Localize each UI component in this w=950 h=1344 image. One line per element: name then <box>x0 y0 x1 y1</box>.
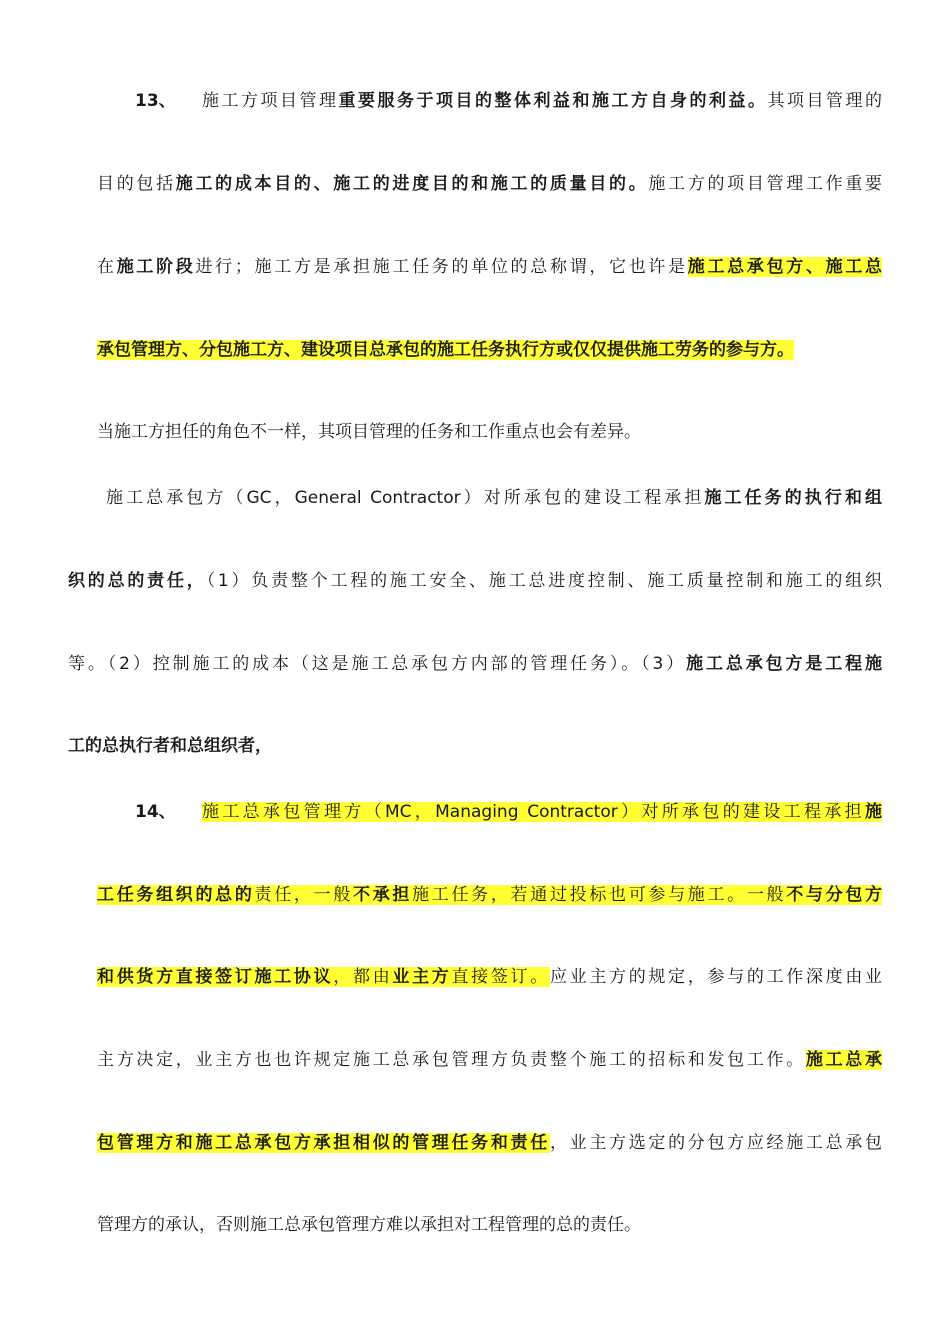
text-run: 进行；施工方是承担施工任务的单位的总称谓，它也许是 <box>195 257 688 277</box>
bold-run: 施工总承包方是工程施 <box>686 654 882 674</box>
text-run: 施工总承包方（GC，General Contractor）对所承包的建设工程承担 <box>106 488 705 508</box>
text-run: 在 <box>97 257 117 277</box>
bold-run: 工的总执行者和总组织者， <box>68 736 272 756</box>
text-run: 施工方项目管理 <box>202 91 339 111</box>
gc-line-1 <box>106 485 882 511</box>
item-14-line-3 <box>97 964 882 990</box>
item-13-line-4 <box>97 337 794 363</box>
text-run: 主方决定，业主方也也许规定施工总承包管理方负责整个施工的招标和发包工作。 <box>97 1050 806 1070</box>
gc-line-3 <box>68 651 882 677</box>
item-14-line-1 <box>202 799 882 825</box>
item-13-line-3 <box>97 254 882 280</box>
item-14-number: 14、 <box>135 802 176 822</box>
highlighted-run: ，都由 <box>333 967 393 987</box>
highlighted-bold-run: 工任务组织的总的 <box>97 885 255 905</box>
item-13-line-1 <box>202 88 882 114</box>
text-run: 其项目管理的 <box>767 91 882 111</box>
highlighted-run: 施工任务，若通过投标也可参与施工。一般 <box>412 885 787 905</box>
text-run: 应业主方的规定，参与的工作深度由业 <box>549 967 883 987</box>
item-13-line-5 <box>97 419 641 445</box>
text-run: 当施工方担任的角色不一样，其项目管理的任务和工作重点也会有差异。 <box>97 422 641 442</box>
item-14-line-5 <box>97 1130 882 1156</box>
highlighted-bold-run: 包管理方和施工总承包方承担相似的管理任务和责任 <box>97 1133 550 1153</box>
highlighted-bold-run: 施工总承 <box>805 1050 882 1070</box>
bold-run: 织的总的责任， <box>68 571 207 591</box>
highlighted-bold-run: 不承担 <box>353 885 413 905</box>
item-14-line-6 <box>97 1212 641 1238</box>
item-14-line-2 <box>97 882 882 908</box>
bold-run: 施工的成本目的、施工的进度目的和施工的质量目的。 <box>175 174 649 194</box>
highlighted-run: 责任，一般 <box>254 885 354 905</box>
bold-run: 施工任务的执行和组 <box>704 488 883 508</box>
text-run: （1）负责整个工程的施工安全、施工总进度控制、施工质量控制和施工的组织 <box>206 571 882 591</box>
highlighted-bold-run: 施 <box>865 802 882 822</box>
text-run: 目的包括 <box>97 174 176 194</box>
highlighted-run: 直接签订。 <box>451 967 550 987</box>
highlighted-bold-run: 和供货方直接签订施工协议 <box>97 967 334 987</box>
bold-run: 施工阶段 <box>116 257 196 277</box>
highlighted-bold-run: 施工总承包方、施工总 <box>687 257 883 277</box>
text-run: ，业主方选定的分包方应经施工总承包 <box>549 1133 883 1153</box>
gc-line-2 <box>68 568 882 594</box>
highlighted-bold-run: 业主方 <box>392 967 452 987</box>
gc-line-4 <box>68 733 272 759</box>
highlighted-run: 施工总承包管理方（MC，Managing Contractor）对所承包的建设工程承担 <box>202 802 865 822</box>
text-run: 管理方的承认，否则施工总承包管理方难以承担对工程管理的总的责任。 <box>97 1215 641 1235</box>
highlighted-bold-run: 不与分包方 <box>786 885 883 905</box>
item-13-number: 13、 <box>135 91 176 111</box>
item-14-line-4 <box>97 1047 882 1073</box>
text-run: 等。（2）控制施工的成本（这是施工总承包方内部的管理任务）。（3） <box>68 654 687 674</box>
item-13-line-2 <box>97 171 882 197</box>
highlighted-bold-run: 承包管理方、分包施工方、建设项目总承包的施工任务执行方或仅仅提供施工劳务的参与方。 <box>97 340 794 360</box>
bold-run: 重要服务于项目的整体利益和施工方自身的利益。 <box>338 91 768 111</box>
text-run: 施工方的项目管理工作重要 <box>648 174 883 194</box>
